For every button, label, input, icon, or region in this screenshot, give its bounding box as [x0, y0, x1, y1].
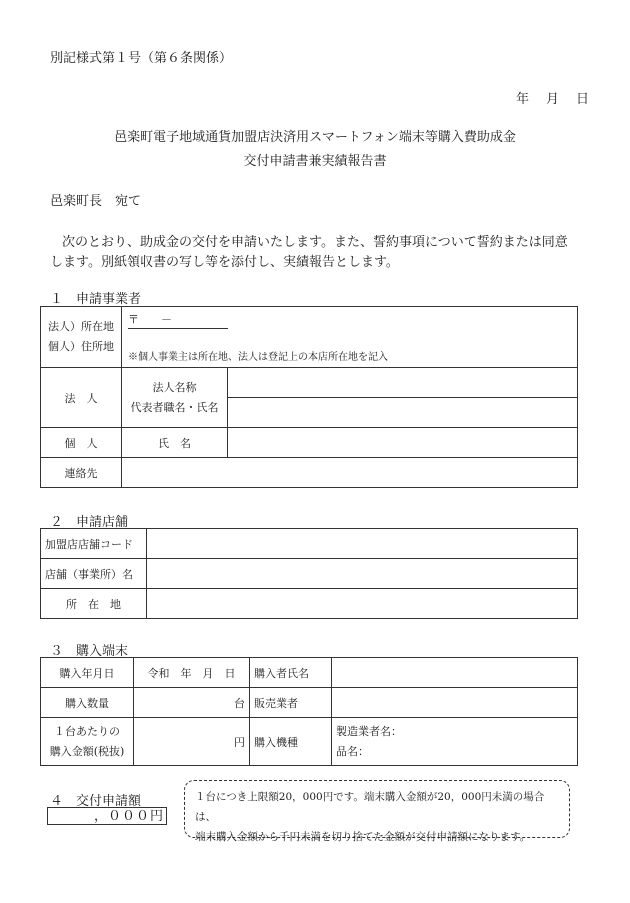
grant-amount-field[interactable]: ，０００円: [47, 807, 167, 825]
indiv-name-label: 氏 名: [122, 428, 228, 458]
intro-line-2: します。別紙領収書の写し等を添付し、実績報告とします。: [50, 255, 399, 270]
unit-price-field[interactable]: 円: [134, 718, 250, 766]
rep-name-field[interactable]: [228, 398, 578, 428]
address-cell[interactable]: [122, 307, 578, 368]
purchase-date-label: 購入年月日: [41, 658, 134, 688]
buyer-name-field[interactable]: [332, 658, 578, 688]
grant-limit-note: [184, 780, 570, 843]
address-label-corp: 法人）所在地: [48, 320, 114, 333]
unit-price-label-1: １台あたりの: [54, 724, 120, 738]
indiv-name-field[interactable]: [228, 428, 578, 458]
store-name-label: 店舗（事業所）名: [41, 559, 147, 589]
store-name-field[interactable]: [147, 559, 578, 589]
quantity-label: 購入数量: [41, 688, 134, 718]
model-field[interactable]: [332, 718, 578, 766]
seller-field[interactable]: [332, 688, 578, 718]
model-label: 購入機種: [250, 718, 332, 766]
store-location-label: 所 在 地: [41, 589, 147, 619]
corp-label: 法 人: [41, 368, 122, 428]
form-number: 別記様式第１号（第６条関係）: [50, 51, 233, 66]
title-line-2: 交付申請書兼実績報告書: [243, 154, 387, 169]
section4-heading: ４ 交付申請額: [50, 794, 142, 809]
section3-heading: ３ 購入端末: [50, 644, 129, 659]
addressee: 邑楽町長 宛て: [50, 194, 142, 209]
unit-price-label-cell: [41, 718, 134, 766]
corp-labels-cell: [122, 368, 228, 428]
unit-price-label-2: 購入金額(税抜): [49, 744, 125, 758]
buyer-name-label: 購入者氏名: [250, 658, 332, 688]
purchase-date-field[interactable]: 令和 年 月 日: [134, 658, 250, 688]
quantity-field[interactable]: 台: [134, 688, 250, 718]
section2-heading: ２ 申請店舗: [50, 515, 129, 530]
contact-field[interactable]: [122, 458, 578, 488]
section1-heading: １ 申請事業者: [50, 292, 142, 307]
note-line-1: １台につき上限額20，000円です。端末購入金額が20，000円未満の場合は、: [195, 791, 545, 823]
postal-code: 〒 －: [128, 311, 228, 329]
product-name-label: 品名：: [336, 744, 369, 758]
device-table: [40, 657, 578, 766]
maker-label: 製造業者名：: [336, 724, 402, 738]
rep-name-label: 代表者職名・氏名: [130, 400, 219, 414]
intro-line-1: 次のとおり、助成金の交付を申請いたします。また、誓約事項について誓約または同意: [62, 235, 568, 250]
corp-name-label: 法人名称: [152, 380, 197, 394]
store-code-field[interactable]: [147, 529, 578, 559]
date-line: 年 月 日: [516, 92, 592, 107]
seller-label: 販売業者: [250, 688, 332, 718]
note-line-2: 端末購入金額から千円未満を切り捨てた金額が交付申請額になります。: [195, 831, 531, 843]
store-location-field[interactable]: [147, 589, 578, 619]
indiv-label: 個 人: [41, 428, 122, 458]
corp-name-field[interactable]: [228, 368, 578, 398]
address-label-cell: [41, 307, 122, 368]
store-table: [40, 528, 578, 619]
applicant-table: [40, 306, 578, 488]
address-note: ※個人事業主は所在地、法人は登記上の本店所在地を記入: [128, 352, 388, 363]
address-label-indiv: 個人）住所地: [48, 340, 114, 353]
title-line-1: 邑楽町電子地域通貨加盟店決済用スマートフォン端末等購入費助成金: [114, 130, 516, 145]
contact-label: 連絡先: [41, 458, 122, 488]
store-code-label: 加盟店店舗コード: [41, 529, 147, 559]
